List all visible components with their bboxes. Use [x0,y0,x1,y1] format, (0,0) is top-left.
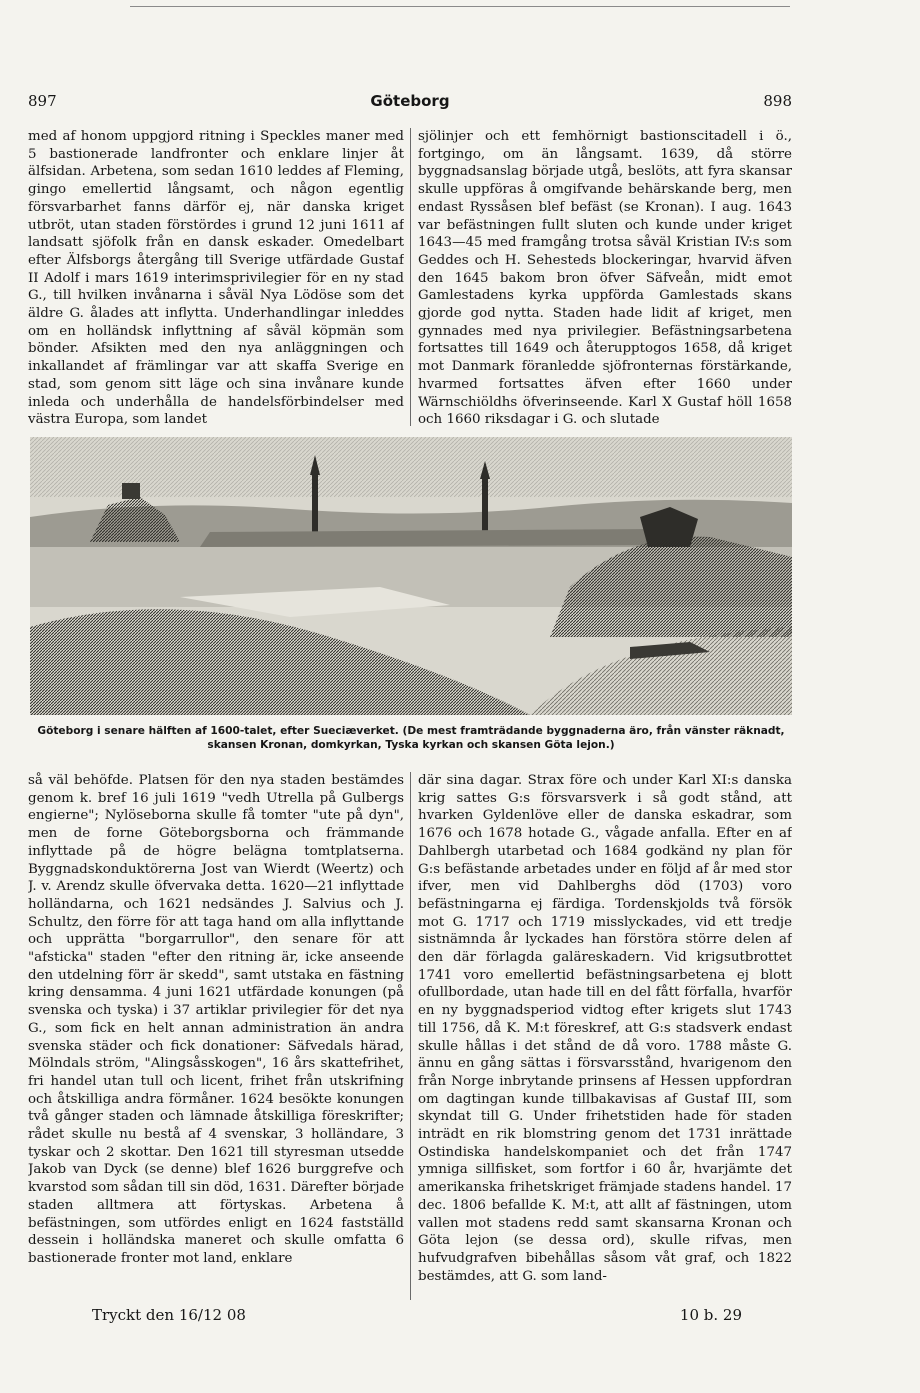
column-top-right [418,128,792,428]
column-bottom-right [418,772,792,1300]
column-separator [410,772,411,1300]
paragraph: så väl behöfde. Platsen för den nya staden bestämdes genom k. bref 16 juli 1619 "vedh Utrella på Gulbergs engierne"; Nylöseborna skulle få tomter "ute på dyn", men de forne Göteborgsborna och främmande inflyttade på de högre belägna tomtplatserna. Byggnadskonduktörerna Jost van Wierdt (Weertz) och J. v. Arendz skulle öfvervaka detta. 1620—21 inflyttade holländarna, och 1621 nedsändes J. Salvius och J. Schultz, den förre för att taga hand om alla inflyttande och upprätta "borgarrullor", den senare för att "afsticka" staden "efter den ritning är, icke anseende den utdelning förr är skedd", samt utstaka en fästning kring densamma. 4 juni 1621 utfärdade konungen (på svenska och tyska) i 37 artiklar privilegier för det nya G., som fick en helt annan administration än andra svenska städer och fick donationer: Säfvedals härad, Mölndals ström, "Alingsåsskogen", 16 års skattefrihet, fri handel utan tull och licent, frihet från utskrifning och åtskilliga andra förmåner. 1624 besökte konungen två gånger staden och lämnade åtskilliga föreskrifter; rådet skulle nu bestå af 4 svenskar, 3 holländare, 3 tyskar och 2 skottar. Den 1621 till styresman utsedde Jakob van Dyck (se denne) blef 1626 burggrefve och kvarstod som sådan till sin död, 1631. Därefter började staden alltmera att förtyskas. Arbetena å befästningen, som utfördes enligt en 1624 fastställd dessein i holländska maneret och skulle omfatta 6 bastionerade fronter mot land, enklare [28,773,404,1266]
skansen-kronan-tower [122,483,140,499]
print-date: Tryckt den 16/12 08 [92,1306,246,1324]
page-title: Göteborg [370,92,450,110]
paragraph: med af honom uppgjord ritning i Speckles maner med 5 bastionerade landfronter och enklare linjer åt älfsidan. Arbetena, som sedan 1610 leddes af Fleming, gingo emellertid långsamt, och någon egentlig försvarbarhet fanns därför ej, när danska kriget utbröt, utan staden förstördes i grund 12 juni 1611 af landsatt sjöfolk från en dansk eskader. Omedelbart efter Älfsborgs återgång till Sverige utfärdade Gustaf II Adolf i mars 1619 interimsprivilegier för en ny stad G., till hvilken invånarna i såväl Nya Lödöse som det äldre G. ålades att inflytta. Underhandlingar inleddes om en holländsk inflyttning af såväl köpmän som bönder. Afsikten med den nya anläggningen och inkallandet af främlingar var att skaffa Sverige en stad, som genom sitt läge och sina invånare kunde inleda och underhålla de handelsförbindelser med västra Europa, som landet [28,129,404,428]
tyska-kyrkan-spire [482,477,488,537]
column-separator [410,128,411,426]
sky-clouds [30,437,792,497]
paragraph: sjölinjer och ett femhörnigt bastionscitadell i ö., fortgingo, om än långsamt. 1639, då större byggnadsanslag började utgå, beslöts, att fyra skansar skulle uppföras å omgifvande behärskande berg, men endast Ryssåsen blef befäst (se Kronan). I aug. 1643 var befästningen fullt sluten och kunde under kriget 1643—45 med framgång trotsa såväl Kristian IV:s som Geddes och H. Sehesteds blockeringar, hvarvid äfven den 1645 bakom bron öfver Säfveån, midt emot Gamlestadens kyrka uppförda Gamlestads skans gjorde god nytta. Staden hade lidit af kriget, men gynnades med nya privilegier. Befästningsarbetena fortsattes till 1649 och återupptogos 1658, då kriget mot Danmark föranledde sjöfronternas förstärkande, hvarmed fortsattes äfven efter 1660 under Wärnschiöldhs öfverinseende. Karl X Gustaf höll 1658 och 1660 riksdagar i G. och slutade [418,129,792,428]
page-footer [92,1306,742,1328]
top-rule [130,6,790,7]
signature-mark: 10 b. 29 [679,1306,742,1324]
column-top-left [28,128,404,428]
engraving-illustration [30,437,792,715]
page-number-left: 897 [28,92,57,110]
page-header [28,92,792,114]
harbor-view-engraving [30,437,792,715]
page-number-right: 898 [763,92,792,110]
town-buildings [200,529,670,547]
paragraph: där sina dagar. Strax före och under Karl XI:s danska krig sattes G:s försvarsverk i så godt stånd, att hvarken Gyldenlöve eller de danska eskadrar, som 1676 och 1678 hotade G., vågade anfalla. Efter en af Dahlbergh utarbetad och 1684 godkänd ny plan för G:s befästande arbetades under en följd af år med stor ifver, men vid Dahlberghs död (1703) voro befästningarna ej färdiga. Tordenskjolds två försök mot G. 1717 och 1719 misslyckades, vid ett tredje sistnämnda år lyckades han förstöra större delen af den där förlagda galäreskadern. Vid krigsutbrottet 1741 voro emellertid befästningsarbetena ej blott ofullbordade, utan hade till en del fått förfalla, hvarför en ny byggnadsperiod vidtog efter krigets slut 1743 till 1756, då K. M:t föreskref, att G:s stadsverk endast skulle hållas i det stånd de då voro. 1788 måste G. ännu en gång sättas i försvarsstånd, hvarigenom den från Norge inbrytande prinsens af Hessen uppfordran om dagtingan kunde tillbakavisas af Gustaf III, som skyndat till G. Under frihetstiden hade för staden inträdt en rik blomstring genom det 1731 inrättade Ostindiska handelskompaniet och det från 1747 ymniga sillfisket, som fortfor i 60 år, hvarjämte det amerikanska frihetskriget främjade stadens handel. 17 dec. 1806 befallde K. M:t, att allt af fästningen, utom vallen mot stadens redd samt skansarna Kronan och Göta lejon (se dessa ord), skulle rifvas, men hufvudgrafven bibehållas såsom våt graf, och 1822 bestämdes, att G. som land- [418,773,792,1284]
domkyrkan-spire [312,473,318,535]
figure-caption: Göteborg i senare hälften af 1600-talet, efter Sueciæverket. (De mest framträdande byggnaderna äro, från vänster räknadt, skansen Kronan, domkyrkan, Tyska kyrkan och skansen Göta lejon.) [37,725,785,751]
column-bottom-left [28,772,404,1300]
